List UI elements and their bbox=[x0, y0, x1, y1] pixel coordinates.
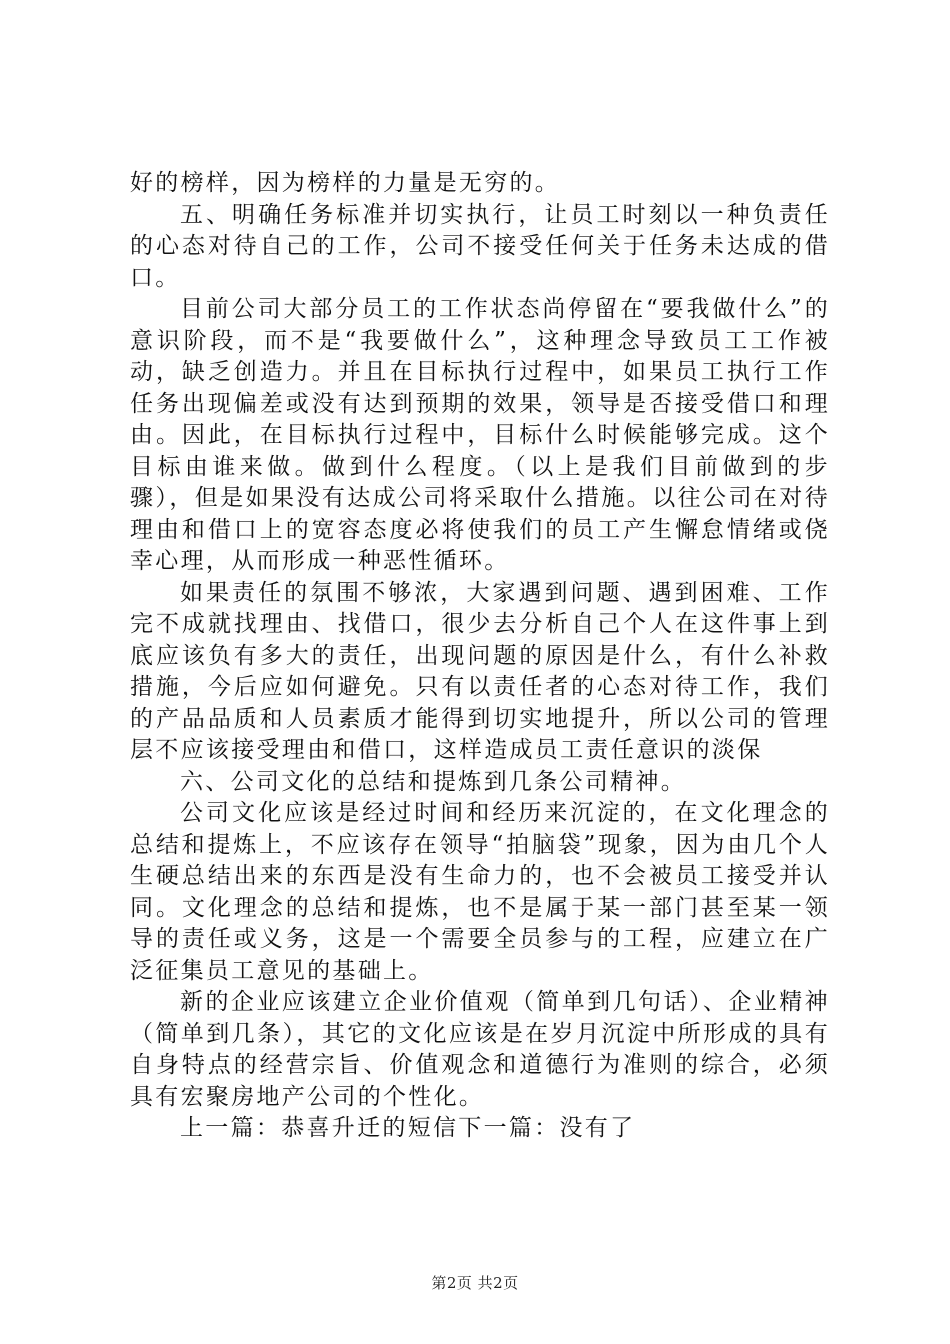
paragraph-section-five-heading: 五、明确任务标准并切实执行，让员工时刻以一种负责任的心态对待自己的工作，公司不接受任何关于任务未达成的借口。 bbox=[130, 201, 830, 291]
paragraph-responsibility: 如果责任的氛围不够浓，大家遇到问题、遇到困难、工作完不成就找理由、找借口，很少去分析自己个人在这件事上到底应该负有多大的责任，出现问题的原因是什么，有什么补救措施，今后应如何避免。只有以责任者的心态对待工作，我们的产品品质和人员素质才能得到切实地提升，所以公司的管理层不应该接受理由和借口，这样造成员工责任意识的淡保 bbox=[130, 579, 830, 763]
prev-next-navigation[interactable]: 上一篇：恭喜升迁的短信下一篇：没有了 bbox=[180, 1115, 636, 1141]
paragraph-current-status: 目前公司大部分员工的工作状态尚停留在“要我做什么”的意识阶段，而不是“我要做什么”，这种理念导致员工工作被动，缺乏创造力。并且在目标执行过程中，如果员工执行工作任务出现偏差或没有达到预期的效果，领导是否接受借口和理由。因此，在目标执行过程中，目标什么时候能够完成。这个目标由谁来做。做到什么程度。（以上是我们目前做到的步骤），但是如果没有达成公司将采取什么措施。以往公司在对待理由和借口上的宽容态度必将使我们的员工产生懈怠情绪或侥幸心理，从而形成一种恶性循环。 bbox=[130, 296, 830, 574]
paragraph-company-culture: 公司文化应该是经过时间和经历来沉淀的，在文化理念的总结和提炼上，不应该存在领导“拍脑袋”现象，因为由几个人生硬总结出来的东西是没有生命力的，也不会被员工接受并认同。文化理念的总结和提炼，也不是属于某一部门甚至某一领导的责任或义务，这是一个需要全员参与的工程，应建立在广泛征集员工意见的基础上。 bbox=[130, 800, 830, 984]
document-body bbox=[130, 168, 830, 1145]
paragraph-section-six-heading: 六、公司文化的总结和提炼到几条公司精神。 bbox=[180, 768, 686, 795]
paragraph-new-enterprise: 新的企业应该建立企业价值观（简单到几句话）、企业精神（简单到几条），其它的文化应该是在岁月沉淀中所形成的具有自身特点的经营宗旨、价值观念和道德行为准则的综合，必须具有宏聚房地产公司的个性化。 bbox=[130, 989, 830, 1110]
paragraph-continuation: 好的榜样，因为榜样的力量是无穷的。 bbox=[130, 170, 561, 196]
page-number-footer: 第2页 共2页 bbox=[431, 1274, 519, 1292]
